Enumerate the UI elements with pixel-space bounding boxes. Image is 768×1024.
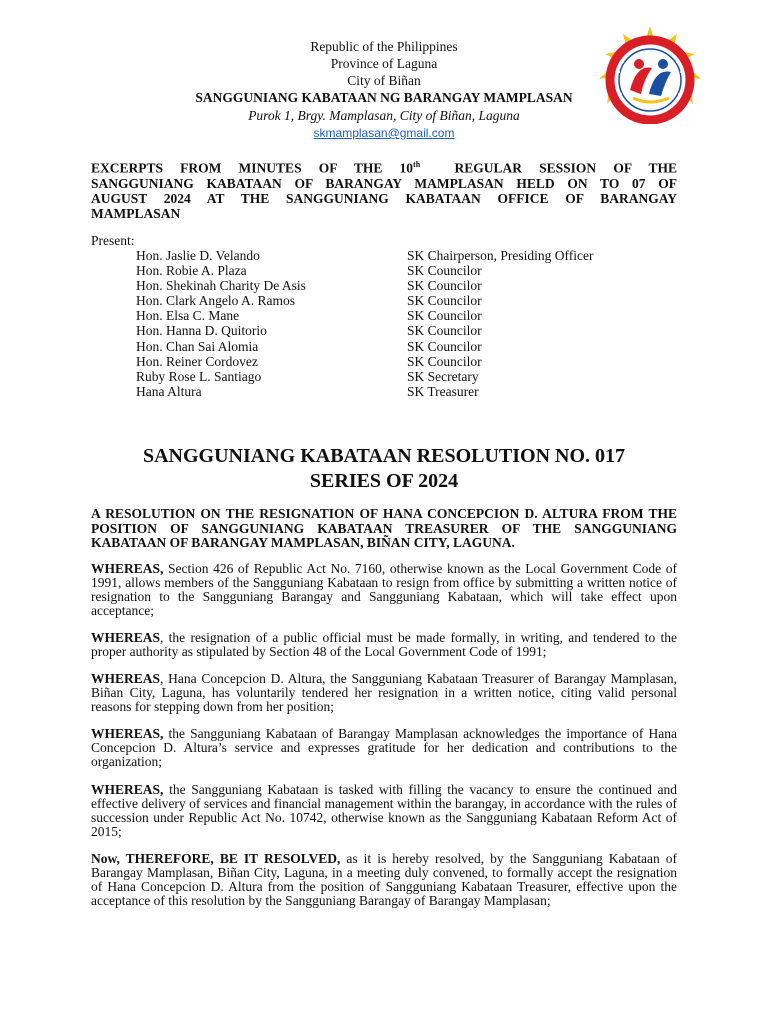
clause-paragraph [91, 631, 677, 659]
attendee-name: Hana Altura [136, 384, 202, 399]
clause-paragraph [91, 783, 677, 839]
excerpt-line-1 [91, 157, 677, 176]
attendee-position: SK Secretary [407, 369, 479, 384]
attendee-name: Hon. Hanna D. Quitorio [136, 323, 267, 338]
subject-line-3: KABATAAN OF BARANGAY MAMPLASAN, BIÑAN CITY, LAGUNA. [91, 535, 515, 550]
resolution-series: SERIES OF 2024 [309, 470, 459, 492]
header-city: City of Biñan [347, 73, 421, 88]
resolution-subject [91, 507, 677, 551]
clause-lead: WHEREAS, [91, 782, 164, 797]
attendee-position: SK Councilor [407, 263, 482, 278]
header-republic: Republic of the Philippines [310, 39, 458, 54]
attendee-name: Hon. Robie A. Plaza [136, 263, 247, 278]
excerpt-line-4: MAMPLASAN [91, 205, 181, 221]
clause-paragraph [91, 672, 677, 714]
attendee-name: Hon. Shekinah Charity De Asis [136, 278, 306, 293]
header-province: Province of Laguna [330, 56, 438, 71]
attendee-name: Hon. Elsa C. Mane [136, 308, 240, 323]
clause-text: the Sangguniang Kabataan of Barangay Mamplasan acknowledges the importance of Hana Concepcion D. Altura’s service and expresses gratitude for her dedication and contributions to the organization; [91, 726, 677, 769]
attendee-name: Hon. Jaslie D. Velando [136, 248, 260, 263]
attendee-name: Hon. Reiner Cordovez [136, 354, 258, 369]
present-label: Present: [91, 233, 135, 248]
excerpt-line-2: SANGGUNIANG KABATAAN OF BARANGAY MAMPLASAN HELD ON TO 07 OF [91, 175, 677, 191]
clause-text: Section 426 of Republic Act No. 7160, otherwise known as the Local Government Code of 1991, allows members of the Sangguniang Kabataan to resign from office by submitting a written notice of resignation to the Sangguniang Barangay and Sangguniang Kabataan, which will take effect upon acceptance; [91, 561, 677, 618]
attendee-position: SK Councilor [407, 354, 482, 369]
clause-lead: WHEREAS [91, 671, 161, 686]
header-address: Purok 1, Brgy. Mamplasan, City of Biñan, Laguna [248, 108, 520, 123]
header-email-row [0, 125, 768, 142]
header-email-link[interactable]: skmamplasan@gmail.com [313, 126, 455, 140]
clause-lead: WHEREAS [91, 630, 161, 645]
attendee-position: SK Councilor [407, 293, 482, 308]
attendee-position: SK Chairperson, Presiding Officer [407, 248, 594, 263]
attendee-position: SK Councilor [407, 278, 482, 293]
header-organization: SANGGUNIANG KABATAAN NG BARANGAY MAMPLASAN [195, 90, 573, 105]
clause-text: the Sangguniang Kabataan is tasked with filling the vacancy to ensure the continued and effective delivery of services and financial management within the barangay, in accordance with the rules of succession under Republic Act No. 10742, otherwise known as the Sangguniang Kabataan Reform Act of 2015; [91, 782, 677, 839]
clause-paragraph [91, 562, 677, 618]
excerpt-block [91, 157, 677, 221]
attendee-position: SK Councilor [407, 308, 482, 323]
sk-seal-logo [597, 24, 703, 124]
clause-text: as it is hereby resolved, by the Sangguniang Kabataan of Barangay Mamplasan, Biñan City, Laguna, in a meeting duly convened, to formally accept the resignation of Hana Concepcion D. Altura from the position of Sangguniang Kabataan Treasurer, effective upon the acceptance of this resolution by the Sangguniang Barangay of Barangay Mamplasan; [91, 851, 678, 908]
sk-seal-icon [597, 24, 703, 124]
clause-lead: WHEREAS, [91, 726, 164, 741]
excerpt-line-1b: REGULAR SESSION OF THE [454, 160, 677, 176]
excerpt-ordinal: th [413, 160, 421, 169]
clause-text: , Hana Concepcion D. Altura, the Sangguniang Kabataan Treasurer of Barangay Mamplasan, Biñan City, Laguna, has voluntarily tendered her resignation in a written notice, citing valid personal reasons for stepping down from her position; [91, 671, 677, 714]
attendee-position: SK Councilor [407, 323, 482, 338]
clause-paragraph [91, 727, 677, 769]
resolution-title: SANGGUNIANG KABATAAN RESOLUTION NO. 017 [142, 445, 626, 467]
attendee-position: SK Councilor [407, 339, 482, 354]
clause-lead: WHEREAS, [91, 561, 164, 576]
attendee-name: Hon. Chan Sai Alomia [136, 339, 259, 354]
attendee-name: Ruby Rose L. Santiago [136, 369, 262, 384]
excerpt-line-3: AUGUST 2024 AT THE SANGGUNIANG KABATAAN OFFICE OF BARANGAY [91, 190, 677, 206]
clause-text: , the resignation of a public official must be made formally, in writing, and tendered to the proper authority as stipulated by Section 48 of the Local Government Code of 1991; [91, 630, 677, 659]
excerpt-line-1a: EXCERPTS FROM MINUTES OF THE 10 [91, 160, 414, 176]
attendee-name: Hon. Clark Angelo A. Ramos [136, 293, 295, 308]
clause-paragraph [91, 852, 677, 908]
clause-lead: Now, THEREFORE, BE IT RESOLVED, [91, 851, 341, 866]
attendee-position: SK Treasurer [407, 384, 479, 399]
subject-line-2: POSITION OF SANGGUNIANG KABATAAN TREASURER OF THE SANGGUNIANG [91, 520, 677, 536]
subject-line-1: A RESOLUTION ON THE RESIGNATION OF HANA CONCEPCION D. ALTURA FROM THE [91, 506, 677, 521]
